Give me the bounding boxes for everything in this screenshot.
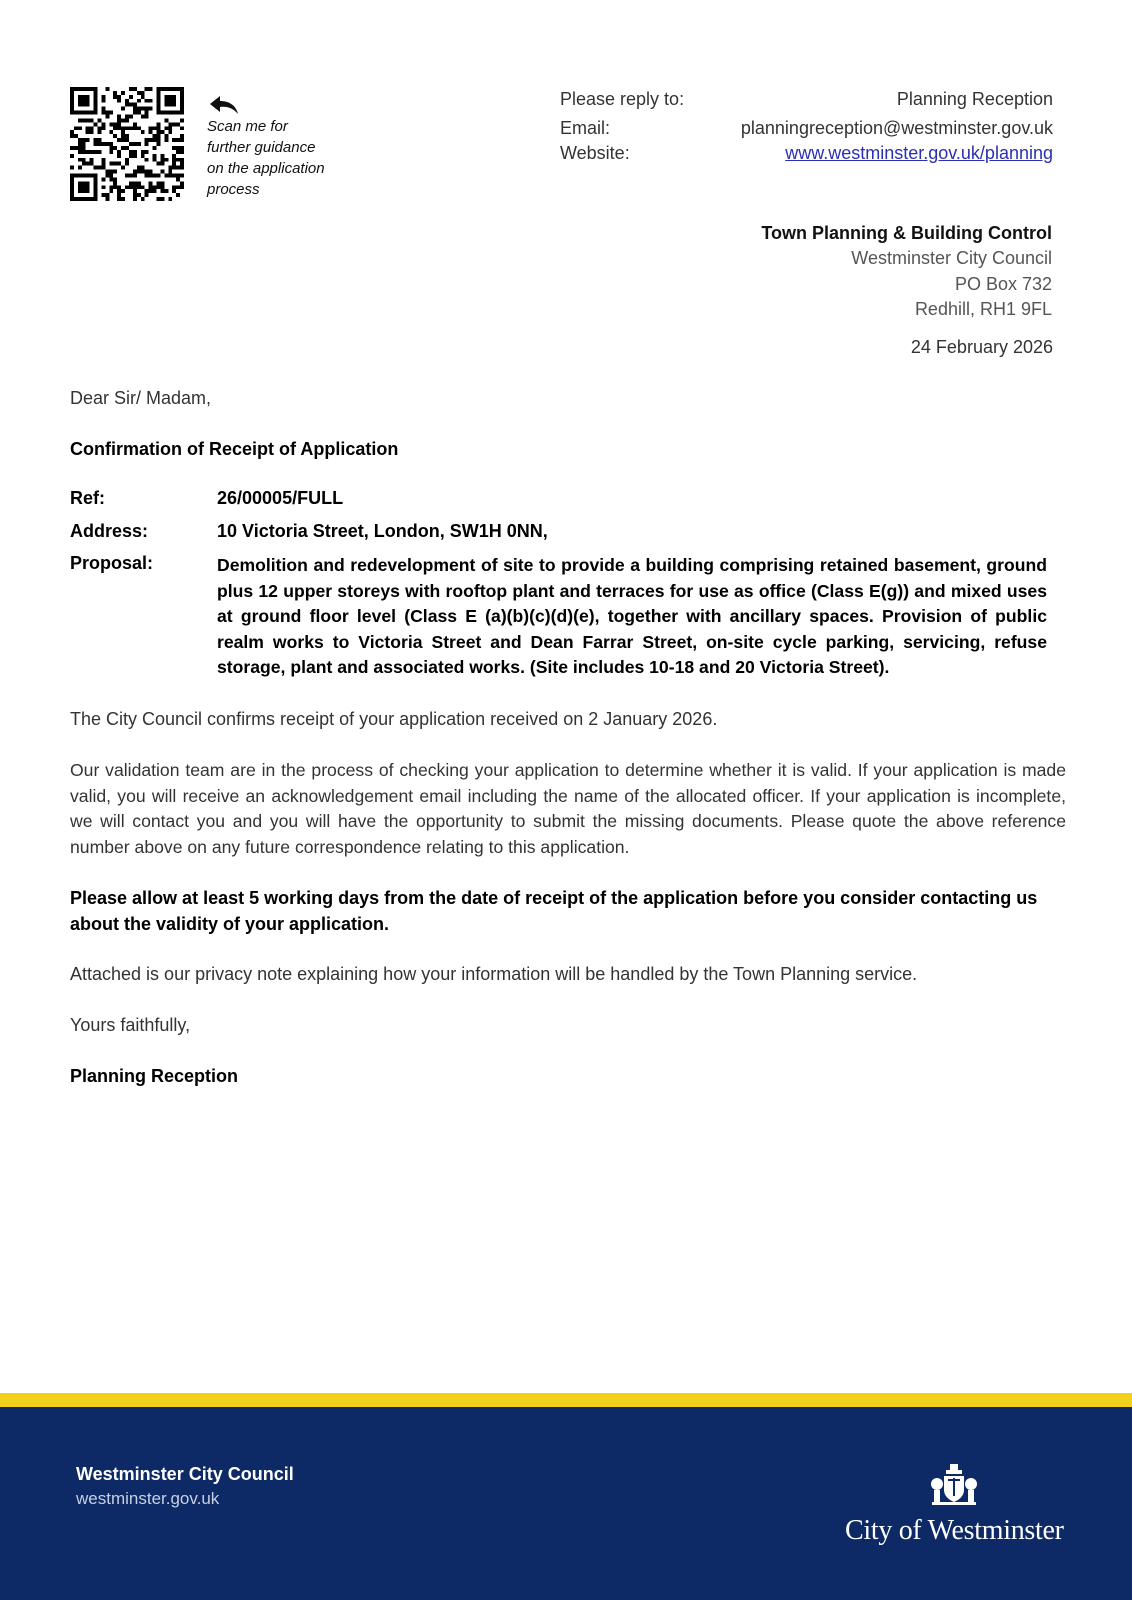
email-row [560, 118, 1053, 139]
address-town: Redhill, RH1 9FL [914, 299, 1052, 319]
city-crest-icon [928, 1462, 980, 1506]
footer-stripe [0, 1393, 1132, 1407]
footer-council-name: Westminster City Council [76, 1464, 294, 1484]
proposal-label: Proposal: [70, 553, 154, 573]
website-row [560, 143, 1053, 164]
salutation: Dear Sir/ Madam, [70, 388, 212, 408]
receipt-paragraph: The City Council confirms receipt of your application received on 2 January 2026. [70, 709, 718, 729]
qr-code-icon[interactable] [70, 87, 184, 201]
privacy-paragraph: Attached is our privacy note explaining how your information will be handled by the Town Planning service. [70, 964, 918, 984]
letter-date: 24 February 2026 [910, 337, 1053, 357]
reply-to-label: Please reply to: [560, 89, 685, 109]
proposal-value: Demolition and redevelopment of site to provide a building comprising retained basement, ground plus 12 upper storeys with rooftop plant and terraces for use as office (Class E(g)) and mixed uses at ground floor level (Class E (a)(b)(c)(d)(e), together with ancillary spaces. Provision of public realm works to Victoria Street and Dean Farrar Street, on-site cycle parking, servicing, refuse storage, plant and associated works. (Site includes 10-18 and 20 Victoria Street). [217, 555, 1047, 677]
footer-website[interactable]: westminster.gov.uk [76, 1489, 220, 1508]
address-council: Westminster City Council [851, 248, 1052, 268]
reply-to-row [560, 89, 1053, 110]
subject-heading: Confirmation of Receipt of Application [70, 439, 399, 459]
ref-label: Ref: [70, 488, 105, 508]
address-po-box: PO Box 732 [954, 274, 1052, 294]
signature: Planning Reception [70, 1066, 239, 1086]
footer-city-wordmark: City of Westminster [845, 1515, 1064, 1546]
reply-to-name: Planning Reception [896, 89, 1053, 109]
website-label: Website: [560, 143, 630, 163]
address-value: 10 Victoria Street, London, SW1H 0NN, [217, 521, 548, 541]
address-department: Town Planning & Building Control [761, 223, 1052, 243]
email-label: Email: [560, 118, 611, 138]
qr-caption: Scan me for further guidance on the application process [207, 118, 325, 198]
email-address[interactable]: planningreception@westminster.gov.uk [740, 118, 1053, 138]
website-link[interactable]: www.westminster.gov.uk/planning [785, 143, 1053, 163]
signoff: Yours faithfully, [70, 1015, 191, 1035]
ref-value: 26/00005/FULL [217, 488, 344, 508]
reply-arrow-icon [208, 94, 240, 116]
address-label: Address: [70, 521, 149, 541]
validation-paragraph: Our validation team are in the process of checking your application to determine whether it is valid. If your application is made valid, you will receive an acknowledgement email including the name of the allocated officer. If your application is incomplete, we will contact you and you will have the opportunity to submit the missing documents. Please quote the above reference number above on any future correspondence relating to this application. [70, 760, 1066, 857]
allow-paragraph: Please allow at least 5 working days from the date of receipt of the application before you consider contacting us about the validity of your application. [70, 888, 1038, 934]
